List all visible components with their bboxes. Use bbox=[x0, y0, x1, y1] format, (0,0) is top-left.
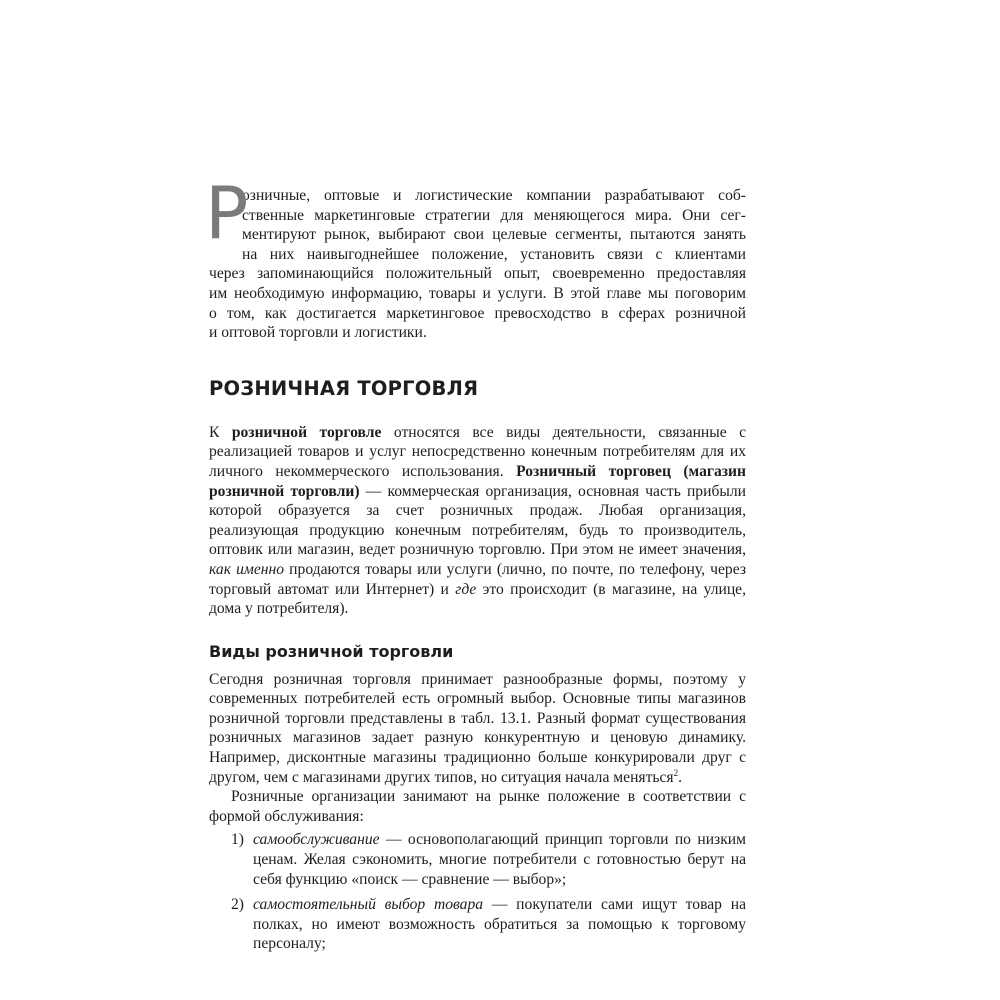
drop-cap: Р bbox=[205, 171, 249, 255]
text-run: относятся все виды деятельности, связанные с реализацией товаров и услуг непосредственно конечным потребителям для их личного некоммерческого использования. bbox=[209, 423, 747, 480]
intro-line: через запоминающийся положительный опыт, своевременно предоставляя bbox=[209, 265, 746, 283]
text-run: продаются товары или услуги (лично, по почте, по телефону, через торговый автомат или Интернет) и bbox=[209, 560, 746, 598]
italic-term: как именно bbox=[209, 560, 285, 578]
bold-term: розничной торговле bbox=[231, 423, 382, 441]
intro-line: ментируют рынок, выбирают свои целевые сегменты, пытаются занять bbox=[242, 226, 746, 244]
page-body bbox=[205, 171, 747, 960]
text-run: Сегодня розничная торговля принимает разнообразные формы, поэтому у современных потребителей есть огромный выбор. Основные типы магазинов розничной торговли представлены в табл. 13.1. Разный формат существования розничных магазинов задает разную конкурентную и ценовую динамику. Например, дисконтные магазины традиционно больше конкурировали друг с другом, чем с магазинами других типов, но ситуация начала меняться bbox=[209, 670, 746, 786]
intro-line: ственные маркетинговые стратегии для меняющегося мира. Они сег- bbox=[242, 206, 746, 224]
intro-paragraph bbox=[205, 171, 746, 343]
intro-line: озничные, оптовые и логистические компании разрабатывают соб- bbox=[242, 187, 746, 204]
footnote-ref[interactable]: 2 bbox=[673, 767, 679, 778]
definition-paragraph bbox=[209, 423, 746, 619]
text-run: — коммерческая организация, основная часть прибыли которой образуется за счет розничных продаж. Любая организация, реализующая продукцию конечным потребителям, будь то производитель, оптовик или магазин, ведет розничную торговлю. При этом не имеет значения, bbox=[209, 482, 746, 559]
italic-term: где bbox=[455, 580, 477, 598]
intro-line: им необходимую информацию, товары и услуги. В этой главе мы поговорим bbox=[209, 284, 746, 302]
service-paragraph: Розничные организации занимают на рынке положение в соответствии с формой обслуживания: bbox=[209, 788, 746, 825]
intro-line: на них наивыгоднейшее положение, установить связи с клиентами bbox=[242, 245, 746, 263]
intro-line: и оптовой торговли и логистики. bbox=[209, 324, 427, 342]
service-list bbox=[209, 830, 746, 954]
list-item bbox=[209, 895, 746, 954]
intro-line: о том, как достигается маркетинговое превосходство в сферах розничной bbox=[209, 304, 746, 322]
italic-term: самообслуживание bbox=[253, 831, 380, 849]
list-item bbox=[209, 830, 746, 889]
list-number: 1) bbox=[231, 831, 244, 849]
text-run: . bbox=[678, 768, 683, 786]
list-number: 2) bbox=[231, 896, 244, 914]
text-run: это происходит (в магазине, на улице, дома у потребителя). bbox=[209, 580, 747, 618]
bold-term: Розничный торговец (магазин розничной торговли) bbox=[209, 462, 746, 500]
subsection-heading: Виды розничной торговли bbox=[209, 641, 454, 661]
text-run: — покупатели сами ищут товар на полках, но имеют возможность обратиться за помощью к торговому персоналу; bbox=[253, 896, 746, 953]
text-run: К bbox=[209, 423, 232, 441]
text-run: — основополагающий принцип торговли по низким ценам. Желая сэкономить, многие потребители с готовностью берут на себя функцию «поиск — сравнение — выбор»; bbox=[253, 831, 746, 888]
section-heading: РОЗНИЧНАЯ ТОРГОВЛЯ bbox=[209, 376, 479, 400]
italic-term: самостоятельный выбор товара bbox=[253, 896, 484, 914]
types-paragraph bbox=[209, 670, 746, 788]
